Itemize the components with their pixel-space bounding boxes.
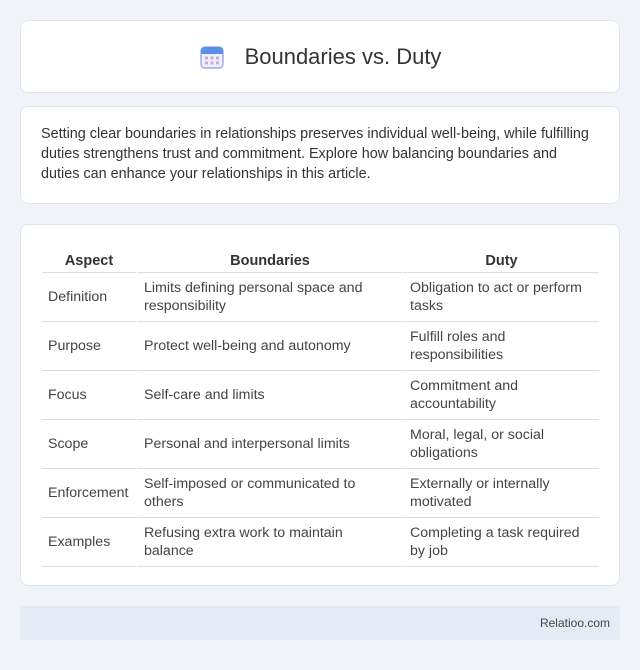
column-header-duty: Duty bbox=[402, 245, 599, 273]
footer-brand[interactable]: Relatioo.com bbox=[539, 616, 610, 630]
calendar-icon bbox=[199, 44, 225, 70]
table-row bbox=[42, 371, 599, 420]
column-header-boundaries: Boundaries bbox=[136, 245, 402, 273]
table-cell-aspect: Scope bbox=[42, 420, 136, 469]
table-cell-aspect: Examples bbox=[42, 518, 136, 567]
table-cell-boundaries: Protect well-being and autonomy bbox=[136, 322, 402, 371]
footer bbox=[20, 606, 620, 640]
table-cell-duty: Completing a task required by job bbox=[402, 518, 599, 567]
table-cell-boundaries: Refusing extra work to maintain balance bbox=[136, 518, 402, 567]
header bbox=[199, 44, 442, 70]
column-header-aspect: Aspect bbox=[42, 245, 136, 273]
comparison-table bbox=[42, 245, 599, 567]
table-cell-duty: Moral, legal, or social obligations bbox=[402, 420, 599, 469]
page-title: Boundaries vs. Duty bbox=[244, 43, 442, 69]
table-cell-aspect: Enforcement bbox=[42, 469, 136, 518]
table-cell-aspect: Purpose bbox=[42, 322, 136, 371]
table-row bbox=[42, 273, 599, 322]
table-cell-duty: Fulfill roles and responsibilities bbox=[402, 322, 599, 371]
table-cell-aspect: Focus bbox=[42, 371, 136, 420]
table-cell-boundaries: Self-imposed or communicated to others bbox=[136, 469, 402, 518]
table-cell-boundaries: Limits defining personal space and responsibility bbox=[136, 273, 402, 322]
table-cell-aspect: Definition bbox=[42, 273, 136, 322]
table-row bbox=[42, 469, 599, 518]
table-cell-boundaries: Personal and interpersonal limits bbox=[136, 420, 402, 469]
table-cell-duty: Obligation to act or perform tasks bbox=[402, 273, 599, 322]
table-cell-duty: Commitment and accountability bbox=[402, 371, 599, 420]
intro-card bbox=[20, 106, 620, 204]
intro-text: Setting clear boundaries in relationships preserves individual well-being, while fulfilling duties strengthens trust and commitment. Explore how balancing boundaries and duties can enhance your relationships in this article. bbox=[41, 126, 589, 182]
table-cell-duty: Externally or internally motivated bbox=[402, 469, 599, 518]
table-row bbox=[42, 518, 599, 567]
comparison-table-card bbox=[20, 224, 620, 586]
table-header-row bbox=[42, 245, 599, 273]
table-row bbox=[42, 322, 599, 371]
table-cell-boundaries: Self-care and limits bbox=[136, 371, 402, 420]
table-row bbox=[42, 420, 599, 469]
header-card bbox=[20, 20, 620, 93]
